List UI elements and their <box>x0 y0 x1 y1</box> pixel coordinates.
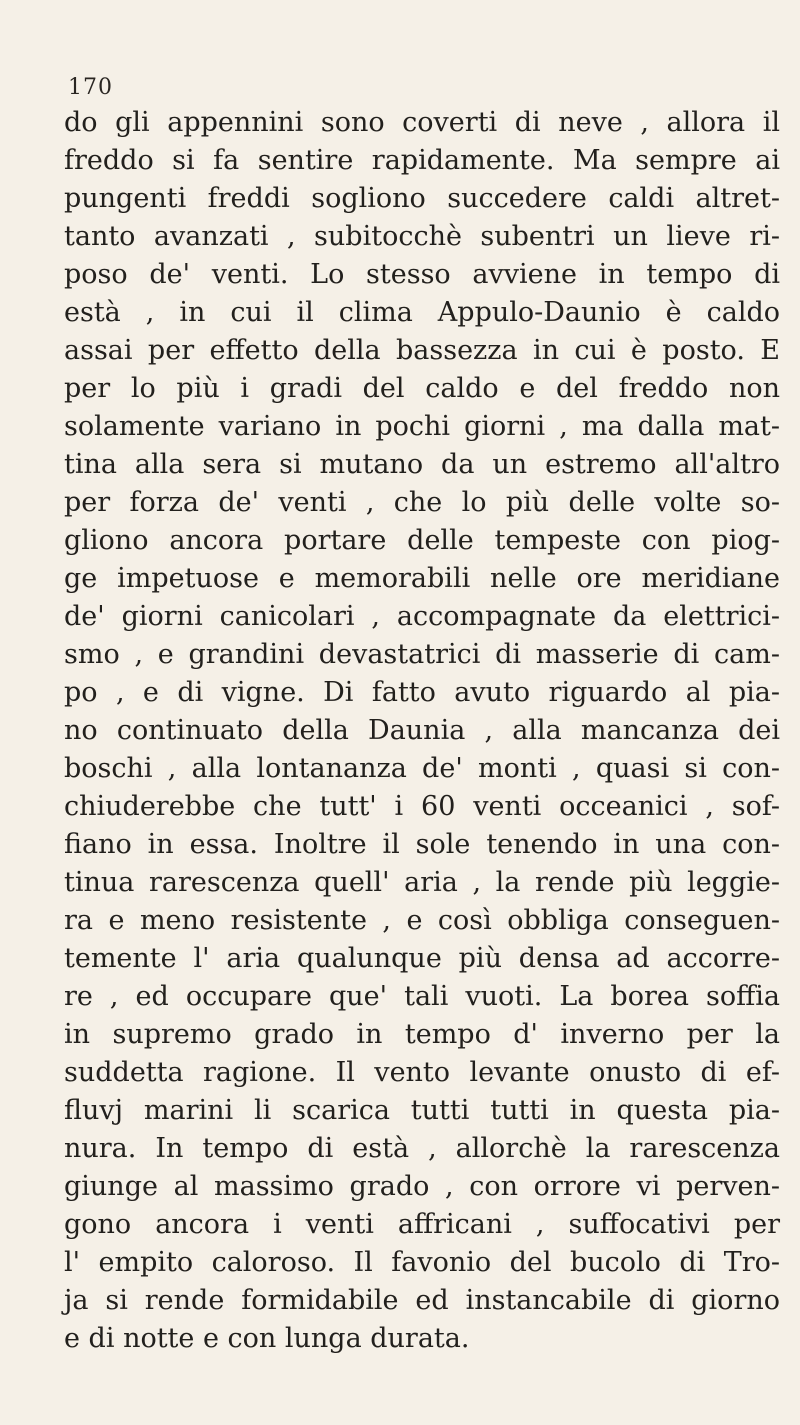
text-line: fiano in essa. Inoltre il sole tenendo in una con- <box>64 829 780 860</box>
text-line: suddetta ragione. Il vento levante onusto di ef- <box>64 1057 780 1088</box>
text-line: assai per effetto della bassezza in cui è posto. E <box>64 335 780 366</box>
text-line: no continuato della Daunia , alla mancanza dei <box>64 715 780 746</box>
text-line: tanto avanzati , subitocchè subentri un lieve ri- <box>64 221 780 252</box>
text-line: solamente variano in pochi giorni , ma dalla mat- <box>64 411 780 442</box>
text-line: l' empito caloroso. Il favonio del bucolo di Tro- <box>64 1247 780 1278</box>
text-line: ge impetuose e memorabili nelle ore meridiane <box>64 563 780 594</box>
text-line: gono ancora i venti affricani , suffocativi per <box>64 1209 780 1240</box>
text-line: tina alla sera si mutano da un estremo all'altro <box>64 449 780 480</box>
text-line: poso de' venti. Lo stesso avviene in tempo di <box>64 259 780 290</box>
text-line: ja si rende formidabile ed instancabile di giorno <box>64 1285 780 1316</box>
text-line: pungenti freddi sogliono succedere caldi altret- <box>64 183 780 214</box>
text-line: do gli appennini sono coverti di neve , allora il <box>64 107 780 138</box>
text-line: re , ed occupare que' tali vuoti. La borea soffia <box>64 981 780 1012</box>
text-line: ra e meno resistente , e così obbliga conseguen- <box>64 905 780 936</box>
text-line: fluvj marini li scarica tutti tutti in questa pia- <box>64 1095 780 1126</box>
body-text <box>64 104 780 1358</box>
page-number: 170 <box>68 75 113 100</box>
text-line: per lo più i gradi del caldo e del freddo non <box>64 373 780 404</box>
text-line: està , in cui il clima Appulo-Daunio è caldo <box>64 297 780 328</box>
text-line: tinua rarescenza quell' aria , la rende più leggie- <box>64 867 780 898</box>
text-line: nura. In tempo di està , allorchè la rarescenza <box>64 1133 780 1164</box>
text-line: freddo si fa sentire rapidamente. Ma sempre ai <box>64 145 780 176</box>
text-line: chiuderebbe che tutt' i 60 venti occeanici , sof- <box>64 791 780 822</box>
text-line: in supremo grado in tempo d' inverno per la <box>64 1019 780 1050</box>
text-line: per forza de' venti , che lo più delle volte so- <box>64 487 780 518</box>
text-line: smo , e grandini devastatrici di masserie di cam- <box>64 639 780 670</box>
text-line: temente l' aria qualunque più densa ad accorre- <box>64 943 780 974</box>
text-line: gliono ancora portare delle tempeste con piog- <box>64 525 780 556</box>
text-line: po , e di vigne. Di fatto avuto riguardo al pia- <box>64 677 780 708</box>
text-line: de' giorni canicolari , accompagnate da elettrici- <box>64 601 780 632</box>
text-line: boschi , alla lontananza de' monti , quasi si con- <box>64 753 780 784</box>
text-line: giunge al massimo grado , con orrore vi perven- <box>64 1171 780 1202</box>
text-line: e di notte e con lunga durata. <box>64 1323 470 1354</box>
